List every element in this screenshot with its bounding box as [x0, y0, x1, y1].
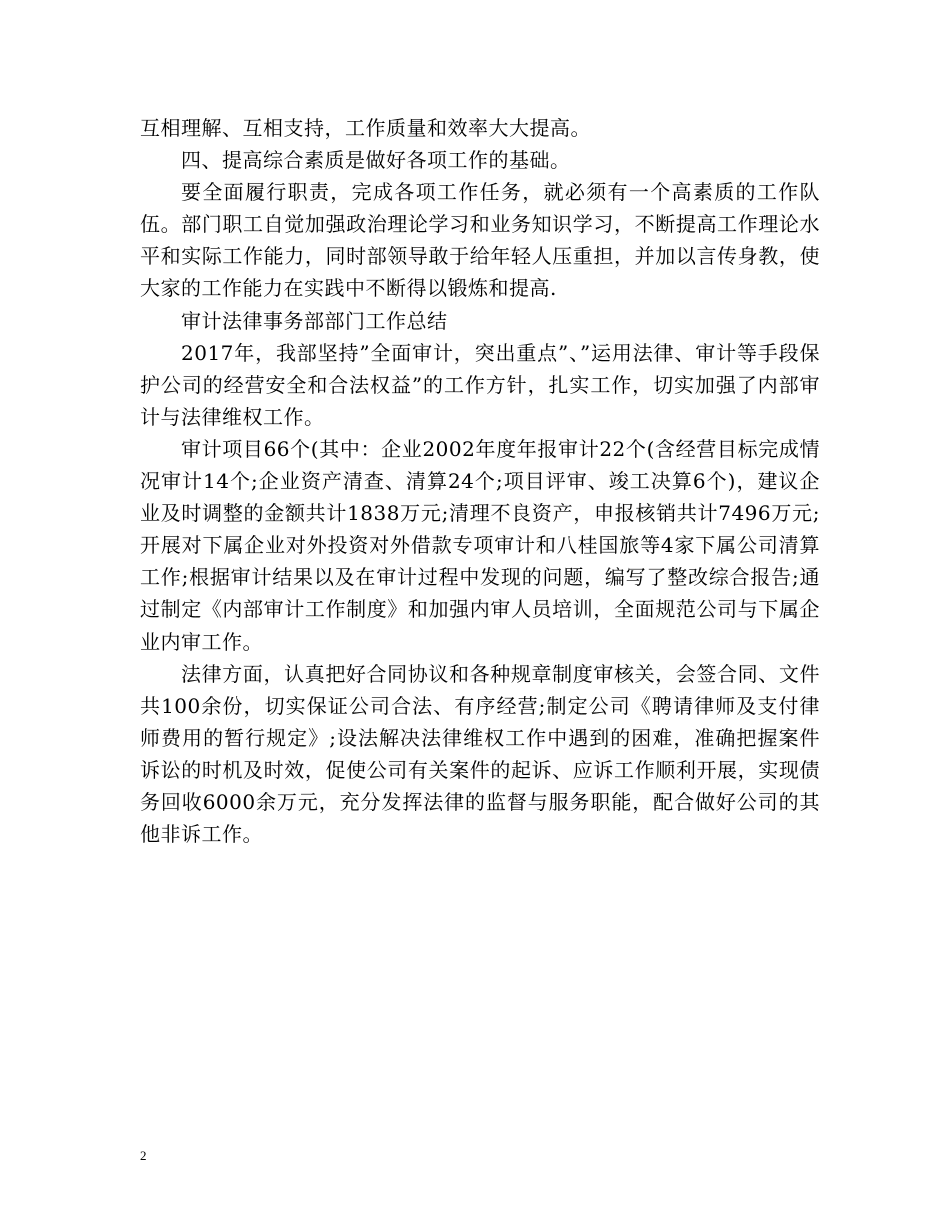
paragraph-continuation: 互相理解、互相支持，工作质量和效率大大提高。 [140, 116, 591, 140]
paragraph: 法律方面，认真把好合同协议和各种规章制度审核关，会签合同、文件共100余份，切实保证公司合法、有序经营;制定公司《聘请律师及支付律师费用的暂行规定》;设法解决法律维权工作中遇到的困难，准确把握案件诉讼的时机及时效，促使公司有关案件的起诉、应诉工作顺利开展，实现债务回收6000余万元，充分发挥法律的监督与服务职能，配合做好公司的其他非诉工作。 [140, 661, 820, 847]
document-body [140, 112, 820, 850]
document-title: 审计法律事务部部门工作总结 [181, 308, 448, 333]
paragraph: 2017年，我部坚持”全面审计，突出重点”、”运用法律、审计等手段保护公司的经营安全和合法权益”的工作方针，扎实工作，切实加强了内部审计与法律维权工作。 [140, 340, 820, 429]
paragraph: 要全面履行职责，完成各项工作任务，就必须有一个高素质的工作队伍。部门职工自觉加强政治理论学习和业务知识学习，不断提高工作理论水平和实际工作能力，同时部领导敢于给年轻人压重担，并加以言传身教，使大家的工作能力在实践中不断得以锻炼和提高. [140, 180, 820, 301]
section-heading: 四、提高综合素质是做好各项工作的基础。 [181, 148, 571, 173]
page-number: 2 [140, 1148, 147, 1163]
paragraph: 审计项目66个(其中：企业2002年度年报审计22个(含经营目标完成情况审计14个;企业资产清查、清算24个;项目评审、竣工决算6个)，建议企业及时调整的金额共计1838万元;清理不良资产，申报核销共计7496万元;开展对下属企业对外投资对外借款专项审计和八桂国旅等4家下属公司清算工作;根据审计结果以及在审计过程中发现的问题，编写了整改综合报告;通过制定《内部审计工作制度》和加强内审人员培训，全面规范公司与下属企业内审工作。 [140, 436, 820, 654]
